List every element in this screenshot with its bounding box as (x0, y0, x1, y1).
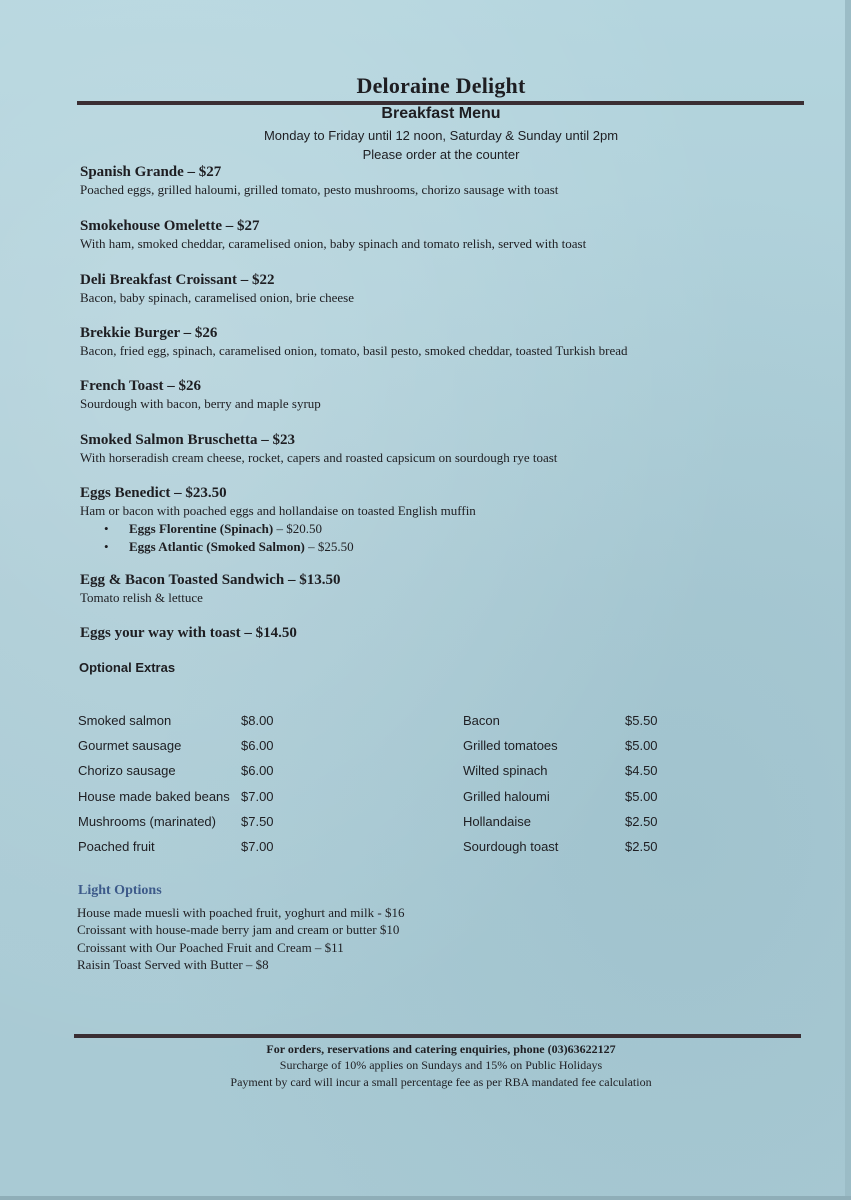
menu-item (80, 571, 340, 607)
restaurant-title: Deloraine Delight (356, 73, 526, 98)
item-name: Brekkie Burger – $26 (80, 325, 218, 341)
variant-item (80, 520, 476, 538)
light-option: Raisin Toast Served with Butter – $8 (77, 956, 269, 972)
variant-name: Eggs Atlantic (Smoked Salmon) (129, 539, 305, 554)
extra-price: $6.00 (241, 763, 274, 778)
extra-name: Sourdough toast (463, 839, 559, 854)
item-description: Sourdough with bacon, berry and maple syrup (80, 396, 321, 411)
extra-price: $8.00 (241, 713, 274, 728)
menu-item (80, 217, 586, 253)
extra-name: Chorizo sausage (78, 763, 176, 778)
light-options-heading: Light Options (78, 883, 162, 898)
light-option: Croissant with house-made berry jam and cream or butter $10 (77, 922, 400, 938)
variant-name: Eggs Florentine (Spinach) (129, 521, 274, 536)
menu-item (80, 377, 321, 413)
item-description: Ham or bacon with poached eggs and hollandaise on toasted English muffin (80, 503, 476, 518)
item-name: Eggs Benedict – $23.50 (80, 485, 227, 501)
item-description: With ham, smoked cheddar, caramelised onion, baby spinach and tomato relish, served with toast (80, 236, 587, 251)
extra-name: Smoked salmon (78, 713, 172, 728)
item-name: Egg & Bacon Toasted Sandwich – $13.50 (80, 572, 341, 588)
card-fee-note: Payment by card will incur a small percentage fee as per RBA mandated fee calculation (230, 1075, 652, 1089)
extra-name: Grilled tomatoes (463, 738, 558, 753)
menu-item (80, 271, 354, 307)
extra-name: Gourmet sausage (78, 738, 182, 753)
variant-list (80, 520, 476, 556)
menu-item (80, 624, 297, 642)
item-description: With horseradish cream cheese, rocket, capers and roasted capsicum on sourdough rye toast (80, 450, 558, 465)
menu-item (80, 324, 628, 360)
extra-price: $6.00 (241, 738, 274, 753)
extra-name: Hollandaise (463, 814, 531, 829)
menu-item (80, 431, 557, 467)
light-option: Croissant with Our Poached Fruit and Cream – $11 (77, 939, 344, 955)
paper-edge (845, 0, 851, 1200)
light-option: House made muesli with poached fruit, yoghurt and milk - $16 (77, 905, 405, 920)
item-description: Bacon, fried egg, spinach, caramelised onion, tomato, basil pesto, smoked cheddar, toasted Turkish bread (80, 343, 628, 358)
menu-item (80, 163, 558, 199)
light-options-list (77, 904, 404, 973)
item-name: Eggs your way with toast – $14.50 (80, 625, 297, 641)
order-note: Please order at the counter (362, 147, 520, 162)
contact-line: For orders, reservations and catering enquiries, phone (03)63622127 (266, 1042, 616, 1056)
extra-price: $7.00 (241, 839, 274, 854)
extra-name: Bacon (463, 713, 500, 728)
bottom-divider (74, 1034, 801, 1038)
table-edge (0, 1196, 851, 1200)
menu-item (80, 484, 476, 556)
extra-price: $7.50 (241, 814, 274, 829)
item-name: Deli Breakfast Croissant – $22 (80, 272, 275, 288)
extra-price: $2.50 (625, 839, 658, 854)
extra-price: $2.50 (625, 814, 658, 829)
extra-price: $7.00 (241, 789, 274, 804)
extra-name: House made baked beans (78, 789, 230, 804)
surcharge-note: Surcharge of 10% applies on Sundays and 15% on Public Holidays (279, 1058, 603, 1072)
item-name: Spanish Grande – $27 (80, 164, 222, 180)
variant-price: – $25.50 (304, 539, 354, 554)
variant-price: – $20.50 (273, 521, 322, 536)
item-name: French Toast – $26 (80, 378, 201, 394)
extra-price: $4.50 (625, 763, 658, 778)
extra-price: $5.00 (625, 789, 658, 804)
variant-item (80, 538, 476, 556)
item-description: Poached eggs, grilled haloumi, grilled tomato, pesto mushrooms, chorizo sausage with toast (80, 182, 559, 197)
extra-price: $5.00 (625, 738, 658, 753)
item-description: Tomato relish & lettuce (80, 590, 203, 605)
extra-name: Poached fruit (78, 839, 155, 854)
opening-hours: Monday to Friday until 12 noon, Saturday & Sunday until 2pm (263, 128, 619, 143)
extra-price: $5.50 (625, 713, 658, 728)
item-description: Bacon, baby spinach, caramelised onion, brie cheese (80, 290, 354, 305)
extras-heading: Optional Extras (79, 660, 176, 675)
item-name: Smoked Salmon Bruschetta – $23 (80, 432, 296, 448)
menu-name: Breakfast Menu (381, 105, 501, 122)
extra-name: Wilted spinach (463, 763, 548, 778)
extra-name: Mushrooms (marinated) (78, 814, 216, 829)
extra-name: Grilled haloumi (463, 789, 550, 804)
item-name: Smokehouse Omelette – $27 (80, 218, 260, 234)
